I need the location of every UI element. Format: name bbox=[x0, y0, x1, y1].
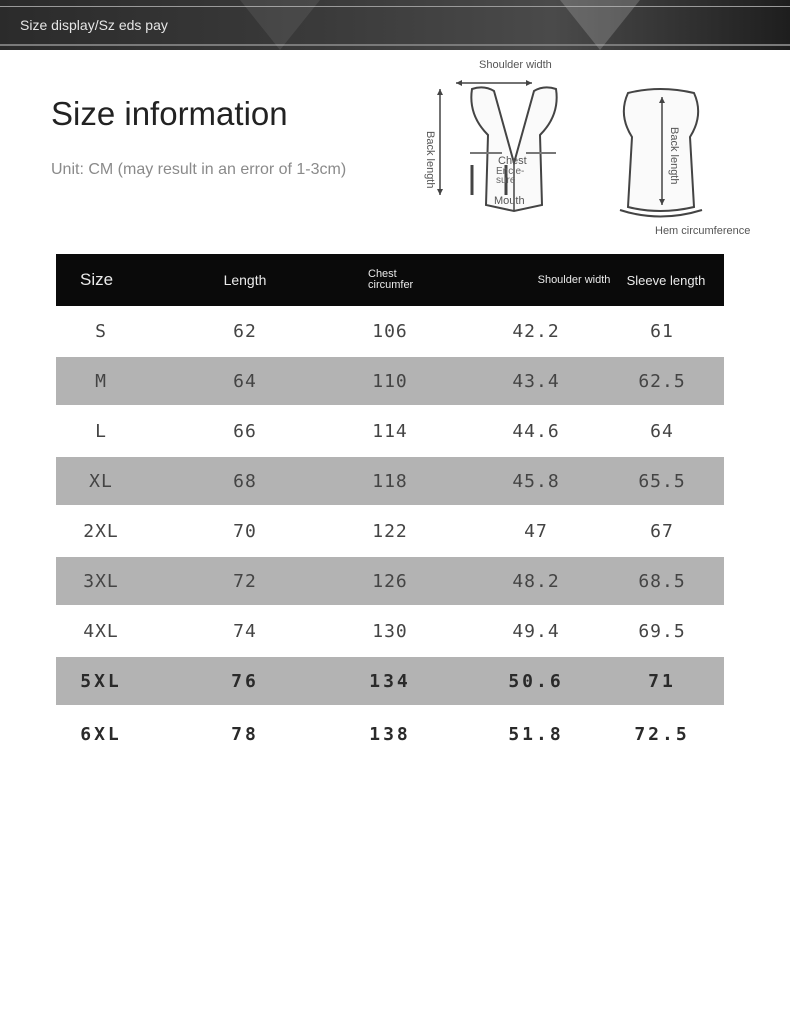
banner-stripe bbox=[0, 44, 790, 46]
cell-chest: 126 bbox=[372, 570, 408, 592]
label-enclosure-1: Encle- bbox=[496, 166, 525, 177]
cell-length: 66 bbox=[233, 420, 257, 442]
header-sleeve-length: Sleeve length bbox=[626, 272, 706, 288]
cell-size: 3XL bbox=[83, 570, 119, 592]
cell-chest: 130 bbox=[372, 620, 408, 642]
label-mouth: Mouth bbox=[494, 195, 525, 207]
cell-size: 4XL bbox=[83, 620, 119, 642]
top-banner bbox=[0, 0, 790, 50]
cell-size: 2XL bbox=[83, 520, 119, 542]
cell-sleeve: 68.5 bbox=[638, 570, 686, 592]
cell-sleeve: 72.5 bbox=[634, 723, 690, 745]
cell-chest: 118 bbox=[372, 470, 408, 492]
page-title: Size information bbox=[51, 95, 288, 132]
cell-shoulder: 43.4 bbox=[512, 370, 560, 392]
cell-size: L bbox=[95, 420, 107, 442]
cell-size: S bbox=[95, 320, 107, 342]
table-row bbox=[56, 657, 724, 705]
cell-size: 5XL bbox=[80, 670, 122, 692]
label-chest: Chest bbox=[498, 155, 527, 167]
vest-illustration bbox=[410, 55, 780, 245]
cell-shoulder: 49.4 bbox=[512, 620, 560, 642]
cell-chest: 110 bbox=[372, 370, 408, 392]
table-row bbox=[56, 557, 724, 605]
label-hem-circumference: Hem circumference bbox=[655, 225, 751, 237]
cell-sleeve: 67 bbox=[650, 520, 674, 542]
cell-shoulder: 42.2 bbox=[512, 320, 560, 342]
cell-sleeve: 64 bbox=[650, 420, 674, 442]
cell-size: XL bbox=[89, 470, 113, 492]
cell-shoulder: 51.8 bbox=[508, 723, 564, 745]
cell-length: 74 bbox=[233, 620, 257, 642]
label-shoulder-width: Shoulder width bbox=[479, 59, 552, 71]
cell-shoulder: 50.6 bbox=[508, 670, 564, 692]
cell-chest: 134 bbox=[369, 670, 411, 692]
cell-sleeve: 62.5 bbox=[638, 370, 686, 392]
cell-sleeve: 61 bbox=[650, 320, 674, 342]
banner-stripe bbox=[0, 6, 790, 7]
table-row bbox=[56, 506, 724, 556]
banner-decoration bbox=[240, 0, 320, 50]
cell-shoulder: 45.8 bbox=[512, 470, 560, 492]
label-back-length-front: Back length bbox=[424, 131, 436, 189]
cell-size: M bbox=[95, 370, 107, 392]
cell-length: 76 bbox=[231, 670, 259, 692]
banner-decoration bbox=[560, 0, 640, 50]
header-chest-line2: circumfer bbox=[368, 279, 414, 291]
cell-sleeve: 71 bbox=[648, 670, 676, 692]
cell-chest: 122 bbox=[372, 520, 408, 542]
vest-diagram bbox=[410, 55, 780, 245]
table-row bbox=[56, 406, 724, 456]
cell-length: 62 bbox=[233, 320, 257, 342]
cell-length: 78 bbox=[231, 723, 259, 745]
cell-size: 6XL bbox=[80, 723, 122, 745]
cell-shoulder: 47 bbox=[524, 520, 548, 542]
banner-text: Size display/Sz eds pay bbox=[20, 17, 168, 33]
cell-length: 70 bbox=[233, 520, 257, 542]
unit-note: Unit: CM (may result in an error of 1-3cm) bbox=[51, 161, 347, 178]
cell-chest: 138 bbox=[369, 723, 411, 745]
cell-chest: 114 bbox=[372, 420, 408, 442]
size-table bbox=[56, 254, 724, 762]
label-enclosure-2: sure bbox=[496, 175, 516, 186]
header-chest-line1: Chest bbox=[368, 268, 397, 280]
table-row bbox=[56, 606, 724, 656]
cell-shoulder: 48.2 bbox=[512, 570, 560, 592]
cell-chest: 106 bbox=[372, 320, 408, 342]
cell-sleeve: 65.5 bbox=[638, 470, 686, 492]
table-row bbox=[56, 457, 724, 505]
cell-shoulder: 44.6 bbox=[512, 420, 560, 442]
table-row bbox=[56, 357, 724, 405]
cell-sleeve: 69.5 bbox=[638, 620, 686, 642]
header-shoulder-width: Shoulder width bbox=[537, 274, 611, 286]
table-row bbox=[56, 706, 724, 762]
cell-length: 72 bbox=[233, 570, 257, 592]
header-size: Size bbox=[80, 270, 114, 289]
cell-length: 68 bbox=[233, 470, 257, 492]
table-header bbox=[56, 254, 724, 306]
table-row bbox=[56, 306, 724, 356]
header-length: Length bbox=[223, 272, 267, 288]
label-back-length-back: Back length bbox=[668, 127, 680, 185]
cell-length: 64 bbox=[233, 370, 257, 392]
header-chest bbox=[368, 254, 438, 306]
